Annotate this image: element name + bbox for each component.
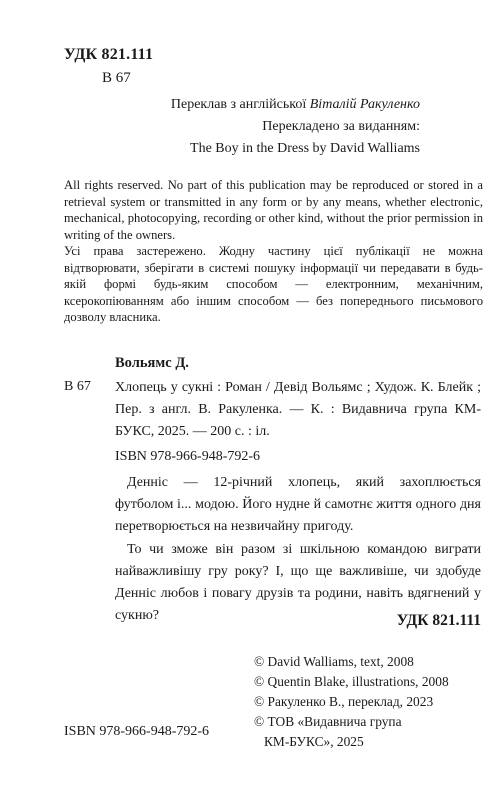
catalog-entry: Хлопець у сукні : Роман / Девід Вольямс ; Худож. К. Блейк ; Пер. з англ. В. Ракуленка. — К. : Видавнича група КМ-БУКС, 2025. — 200 с. : іл. xyxy=(115,380,481,439)
abstract-paragraph: Денніс — 12-річний хлопець, який захоплюється футболом і... модою. Його нудне й самотнє життя одного дня перетворюється на незвичайну пригоду. xyxy=(115,475,481,534)
isbn-bottom: ISBN 978-966-948-792-6 xyxy=(64,724,210,739)
copyright-line: © Quentin Blake, illustrations, 2008 xyxy=(254,674,449,689)
copyright-line: © David Walliams, text, 2008 xyxy=(254,654,414,669)
translator-name: Віталій Ракуленко xyxy=(309,97,420,112)
catalog-author-mark: В 67 xyxy=(64,379,91,394)
translation-block xyxy=(100,94,420,160)
book-abstract xyxy=(115,472,481,627)
copyright-line: КМ-БУКС», 2025 xyxy=(264,734,364,749)
rights-notice-english: All rights reserved. No part of this publication may be reproduced or stored in a retrieval system or transmitted in any form or by any means, whether electronic, mechanical, photocopying, recording or other kind, without the prior permission in writing of the owners. xyxy=(64,178,483,242)
abstract-paragraph: То чи зможе він разом зі шкільною командою виграти найважливішу гру року? І, що ще важливіше, чи здобуде Денніс любов і повагу друзів та родини, навіть вдягнений у сукню? xyxy=(115,542,481,623)
udk-code-bottom: УДК 821.111 xyxy=(396,612,481,629)
copyright-line: © Ракуленко В., переклад, 2023 xyxy=(254,694,434,709)
edition-line: Перекладено за виданням: xyxy=(262,119,420,134)
copyright-list xyxy=(254,652,449,752)
translator-line xyxy=(100,94,420,116)
catalog-isbn: ISBN 978-966-948-792-6 xyxy=(115,449,261,464)
original-title: The Boy in the Dress by David Walliams xyxy=(190,141,420,156)
copyright-line: © ТОВ «Видавнича група xyxy=(254,714,402,729)
udk-code-top: УДК 821.111 xyxy=(64,46,154,63)
translated-from-label: Переклав з англійської xyxy=(170,97,307,112)
rights-notice-ukrainian: Усі права застережено. Жодну частину цієї публікації не можна відтворювати, зберігати в системі пошуку інформації чи передавати в будь-якій формі будь-яким способом — електронним, механічним, ксерокопіюванням або іншим способом — без попереднього письмового дозволу власника. xyxy=(64,244,483,324)
catalog-author: Вольямс Д. xyxy=(115,355,189,371)
author-mark-top: В 67 xyxy=(102,70,131,86)
